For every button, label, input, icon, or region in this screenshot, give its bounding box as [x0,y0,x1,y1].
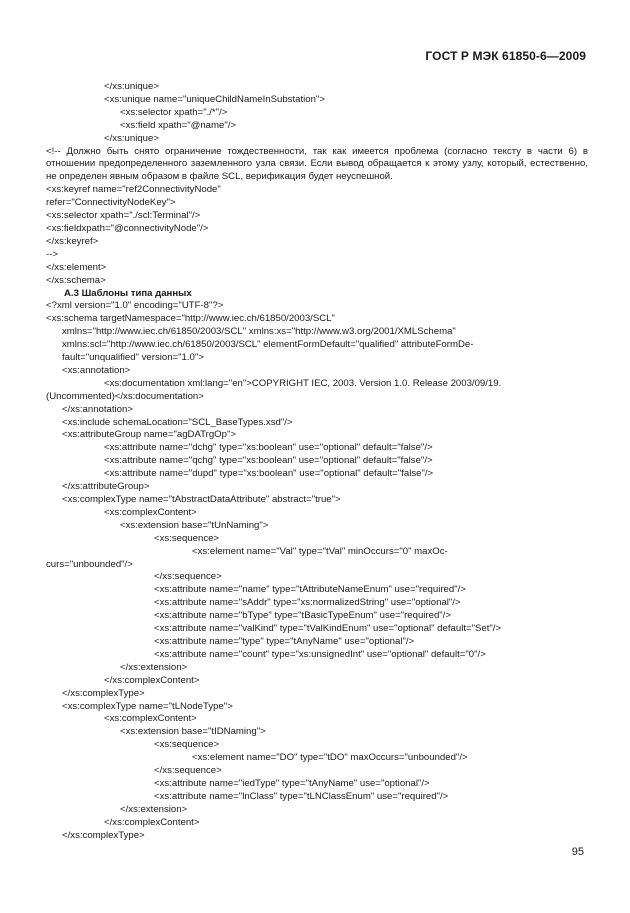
code-line: </xs:extension> [120,803,188,815]
code-line: fault="unqualified" version="1.0"> [62,352,204,364]
code-line: </xs:sequence> [154,765,222,777]
code-line: </xs:complexContent> [104,816,200,828]
code-line: <xs:attribute name="count" type="xs:unsignedInt" use="optional" default="0"/> [154,648,486,660]
code-line: <xs:complexContent> [104,506,197,518]
code-line: </xs:complexType> [62,829,145,841]
code-line: <xs:attribute name="sAddr" type="xs:normalizedString" use="optional"/> [154,597,461,609]
code-line: </xs:complexContent> [104,674,200,686]
code-line: <xs:selector xpath="./*"/> [120,106,228,118]
code-line: <xs:annotation> [62,364,131,376]
code-line: <xs:sequence> [154,739,220,751]
code-line: (Uncommented)</xs:documentation> [46,390,204,402]
code-line: <xs:attribute name="bType" type="tBasicTypeEnum" use="required"/> [154,610,451,622]
code-line: <xs:attribute name="dupd" type="xs:boolean" use="optional" default="false"/> [104,468,434,480]
code-line: <xs:attribute name="name" type="tAttributeNameEnum" use="required"/> [154,584,466,596]
code-line: <xs:attribute name="type" type="tAnyName" use="optional"/> [154,635,415,647]
code-line: <xs:extension base="tUnNaming"> [120,519,269,531]
code-line: </xs:schema> [46,274,106,286]
code-line: <xs:attribute name="lnClass" type="tLNClassEnum" use="required"/> [154,790,449,802]
code-line: <xs:attribute name="iedType" type="tAnyName" use="optional"/> [154,777,430,789]
code-line: <xs:element name="DO" type="tDO" maxOccurs="unbounded"/> [192,752,468,764]
code-line: <xs:schema targetNamespace="http://www.iec.ch/61850/2003/SCL" [46,313,335,325]
code-line: <xs:include schemaLocation="SCL_BaseTypes.xsd"/> [62,416,293,428]
code-line: <xs:attributeGroup name="agDATrgOp"> [62,429,236,441]
code-line: <xs:fieldxpath="@connectivityNode"/> [46,222,209,234]
code-line: </xs:annotation> [62,403,133,415]
code-line: <xs:attribute name="valKind" type="tValKindEnum" use="optional" default="Set"/> [154,623,502,635]
document-body [46,81,588,842]
code-line: </xs:unique> [104,132,159,144]
comment-paragraph: <!-- Должно быть снято ограничение тождественности, так как имеется проблема (согласно тексту в части 6) в отношении предопределенного заземленного узла связи. Если вывод обращается к этому узлу, который, естественно, не определен явным образом в файле SCL, верификация будет неуспешной. [46,145,588,183]
code-line: <xs:complexType name="tAbstractDataAttribute" abstract="true"> [62,494,341,505]
code-line: </xs:element> [46,261,107,273]
code-line: <xs:attribute name="dchg" type="xs:boolean" use="optional" default="false"/> [104,442,433,454]
code-line: </xs:unique> [104,81,159,92]
code-line: <xs:sequence> [154,532,220,544]
code-line: <xs:element name="Val" type="tVal" minOccurs="0" maxOc- [192,545,448,557]
code-line: </xs:sequence> [154,571,222,583]
code-line: curs="unbounded"/> [46,558,133,570]
code-line: <xs:complexType name="tLNodeType"> [62,700,233,712]
code-line: <xs:complexContent> [104,713,197,725]
code-line: --> [46,248,58,260]
code-line: </xs:attributeGroup> [62,481,150,493]
code-line: <?xml version="1.0" encoding="UTF-8"?> [46,300,224,312]
code-line: <xs:field xpath="@name"/> [120,119,237,131]
code-line: </xs:keyref> [46,235,99,247]
code-line: </xs:extension> [120,661,188,673]
code-line: <xs:unique name="uniqueChildNameInSubstation"> [104,93,325,105]
code-line: <xs:attribute name="qchg" type="xs:boolean" use="optional" default="false"/> [104,455,433,467]
section-heading: А.3 Шаблоны типа данных [64,287,192,299]
code-line: <xs:extension base="tIDNaming"> [120,726,266,738]
code-line: <xs:keyref name="ref2ConnectivityNode" [46,184,221,196]
code-line: <xs:documentation xml:lang="en">COPYRIGHT IEC, 2003. Version 1.0. Release 2003/09/19. [104,377,502,389]
page-number: 95 [571,846,584,858]
code-line: xmlns="http://www.iec.ch/61850/2003/SCL" xmlns:xs="http://www.w3.org/2001/XMLSchema" [62,326,456,338]
document-header: ГОСТ Р МЭК 61850-6—2009 [425,49,586,63]
code-line: xmlns:scl="http://www.iec.ch/61850/2003/SCL" elementFormDefault="qualified" attributeFormDe- [62,339,474,351]
code-line: </xs:complexType> [62,687,145,699]
code-line: <xs:selector xpath="./scl:Terminal"/> [46,210,201,222]
code-line: refer="ConnectivityNodeKey"> [46,197,176,209]
